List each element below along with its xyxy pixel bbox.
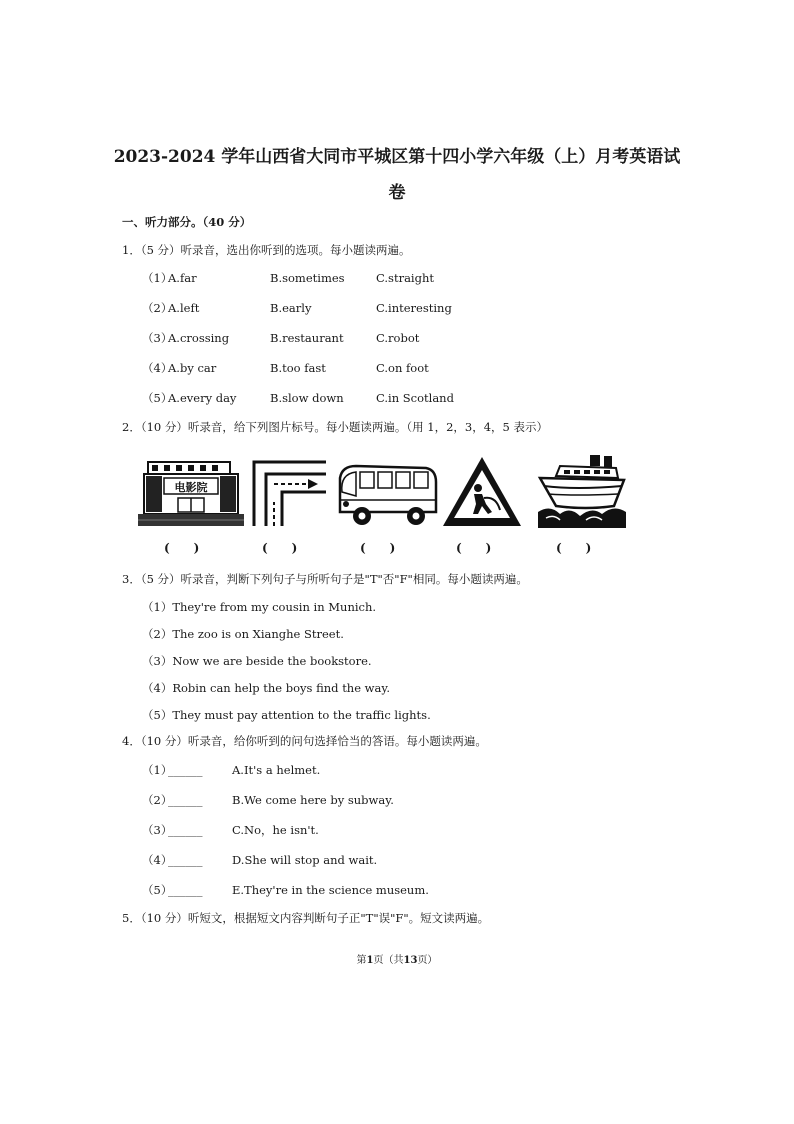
q2-answer-blank[interactable]: ( ): [262, 541, 298, 555]
q2-answer-blank[interactable]: ( ): [164, 541, 200, 555]
q1-option-c: C.interesting: [376, 301, 452, 315]
q3-statement: （2）The zoo is on Xianghe Street.: [142, 627, 344, 641]
q1-option-c: C.in Scotland: [376, 391, 454, 405]
q4-answer-blank[interactable]: ______: [168, 763, 203, 777]
q1-item-number: （2）: [142, 301, 173, 315]
footer-prefix: 第: [356, 955, 367, 966]
q2-answer-blank[interactable]: ( ): [456, 541, 492, 555]
q1-option-a: A.crossing: [168, 331, 230, 345]
footer-suffix: 页）: [417, 955, 438, 966]
q1-item-number: （1）: [142, 271, 173, 285]
q4-answer-option: E.They're in the science museum.: [232, 883, 429, 897]
q1-option-a: A.every day: [168, 391, 237, 405]
q2-answer-blank[interactable]: ( ): [360, 541, 396, 555]
q1-option-b: B.early: [270, 301, 312, 315]
q1-option-b: B.slow down: [270, 391, 344, 405]
q1-option-a: A.left: [168, 301, 200, 315]
q4-item-number: （3）: [142, 823, 173, 837]
footer-total-pages: 13: [403, 955, 418, 966]
q1-option-c: C.straight: [376, 271, 434, 285]
q1-item-number: （3）: [142, 331, 173, 345]
q1-option-a: A.far: [168, 271, 197, 285]
q3-statement: （1）They're from my cousin in Munich.: [142, 600, 377, 614]
q1-option-b: B.restaurant: [270, 331, 344, 345]
q4-answer-blank[interactable]: ______: [168, 793, 203, 807]
q4-item-number: （5）: [142, 883, 173, 897]
bus-icon: [334, 462, 438, 528]
q3-statement: （4）Robin can help the boys find the way.: [142, 681, 391, 695]
q1-option-b: B.too fast: [270, 361, 326, 375]
q1-item-number: （4）: [142, 361, 173, 375]
q3-prompt: 3．（5 分）听录音，判断下列句子与所听句子是"T"否"F"相同。每小题读两遍。: [122, 572, 528, 586]
q1-item-number: （5）: [142, 391, 173, 405]
footer-middle: 页（共: [373, 955, 404, 966]
q4-item-number: （4）: [142, 853, 173, 867]
q1-prompt: 1．（5 分）听录音，选出你听到的选项。每小题读两遍。: [122, 243, 411, 257]
q4-answer-blank[interactable]: ______: [168, 883, 203, 897]
q5-prompt: 5．（10 分）听短文，根据短文内容判断句子正"T"误"F"。短文读两遍。: [122, 911, 490, 925]
cinema-icon: [138, 460, 244, 528]
q4-answer-blank[interactable]: ______: [168, 853, 203, 867]
q4-answer-blank[interactable]: ______: [168, 823, 203, 837]
turn-arrow-icon: [252, 460, 328, 528]
section-heading: 一、听力部分。（40 分）: [122, 215, 252, 229]
q2-prompt: 2．（10 分）听录音，给下列图片标号。每小题读两遍。（用 1，2，3，4，5 表示）: [122, 420, 548, 434]
q4-item-number: （2）: [142, 793, 173, 807]
footer-page-number: 1: [366, 955, 374, 966]
q3-statement: （5）They must pay attention to the traffic lights.: [142, 708, 431, 722]
q1-option-b: B.sometimes: [270, 271, 345, 285]
q1-option-a: A.by car: [168, 361, 217, 375]
ship-icon: [536, 448, 628, 530]
q1-option-c: C.robot: [376, 331, 420, 345]
q1-option-c: C.on foot: [376, 361, 429, 375]
q4-item-number: （1）: [142, 763, 173, 777]
page-footer: [0, 951, 794, 966]
warning-sign-icon: [440, 454, 524, 530]
q4-prompt: 4．（10 分）听录音，给你听到的问句选择恰当的答语。每小题读两遍。: [122, 734, 487, 748]
page-title-line2: 卷: [388, 183, 406, 203]
q4-answer-option: D.She will stop and wait.: [232, 853, 378, 867]
q3-statement: （3）Now we are beside the bookstore.: [142, 654, 372, 668]
page-title-line1: 2023-2024 学年山西省大同市平城区第十四小学六年级（上）月考英语试: [113, 147, 681, 167]
q4-answer-option: B.We come here by subway.: [232, 793, 394, 807]
cinema-sign: 电影院: [174, 481, 208, 494]
q4-answer-option: C.No，he isn't.: [232, 823, 319, 837]
q2-answer-blank[interactable]: ( ): [556, 541, 592, 555]
q4-answer-option: A.It's a helmet.: [232, 763, 321, 777]
